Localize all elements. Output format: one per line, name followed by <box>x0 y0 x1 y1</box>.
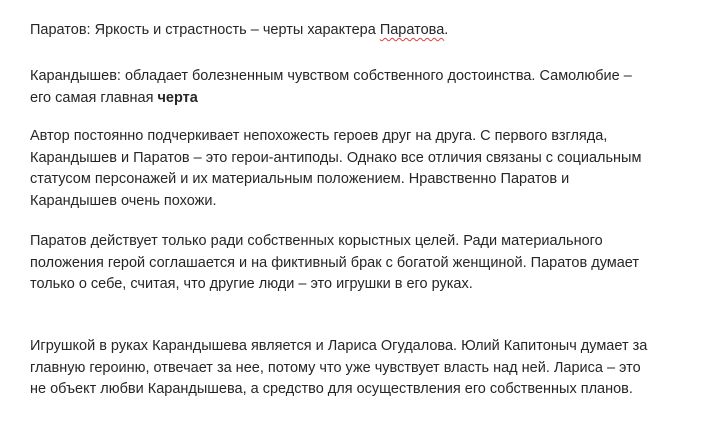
paragraph-larisa <box>30 336 710 401</box>
paragraph-text: . <box>444 22 449 38</box>
paragraph-antipodes <box>30 126 710 212</box>
paragraph-line: Карандышев: обладает болезненным чувством собственного достоинства. Самолюбие – <box>30 68 632 84</box>
paragraph-line: только о себе, считая, что другие люди – это игрушки в его руках. <box>30 276 473 292</box>
paragraph-line: Карандышев очень похожи. <box>30 192 217 209</box>
paragraph-line: Карандышев и Паратов – это герои-антиподы. Однако все отличия связаны с социальным <box>30 149 642 166</box>
paragraph-line: статусом персонажей и их материальным положением. Нравственно Паратов и <box>30 171 570 187</box>
paragraph-line <box>30 88 710 110</box>
paragraph-paratov-motives <box>30 231 710 296</box>
paragraph-karandyshev-traits <box>30 66 710 109</box>
paragraph-line: Автор постоянно подчеркивает непохожесть героев друг на друга. С первого взгляда, <box>30 128 608 144</box>
paragraph-paratov-traits <box>30 20 710 42</box>
misspelled-word[interactable]: Паратова <box>379 22 445 38</box>
paragraph-text: его самая главная <box>30 89 158 106</box>
paragraph-line: не объект любви Карандышева, а средство для осуществления его собственных планов. <box>30 381 633 397</box>
paragraph-line: Паратов действует только ради собственных корыстных целей. Ради материального <box>30 233 603 249</box>
paragraph-line: Игрушкой в руках Карандышева является и Лариса Огудалова. Юлий Капитоныч думает за <box>30 338 648 354</box>
paragraph-text: Паратов: Яркость и страстность – черты характера <box>30 22 380 38</box>
paragraph-line: положения герой соглашается и на фиктивный брак с богатой женщиной. Паратов думает <box>30 254 640 271</box>
paragraph-line: главную героиню, отвечает за нее, потому что уже чувствует власть над ней. Лариса – это <box>30 359 641 376</box>
bold-word: черта <box>157 89 198 106</box>
